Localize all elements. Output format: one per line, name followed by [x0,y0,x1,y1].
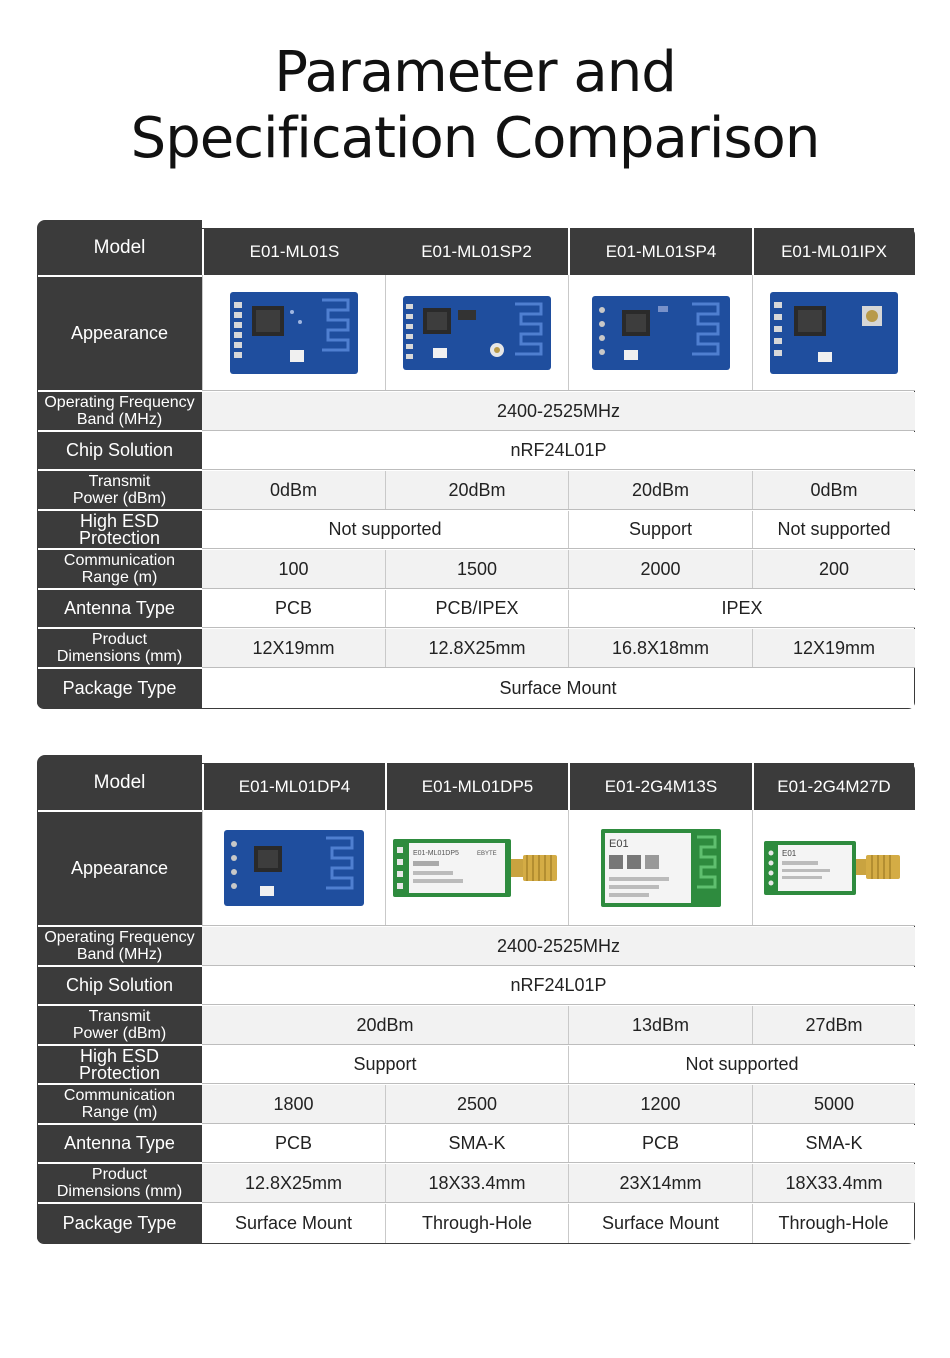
title-line-2: Specification Comparison [130,106,820,171]
cell-dimensions: 12.8X25mm [385,629,568,667]
cell-power: 0dBm [202,471,385,509]
cell-power: 20dBm [568,471,752,509]
cell-esd: Not supported [568,1046,915,1083]
label-appearance: Appearance [37,277,202,390]
model-header: E01-ML01IPX [752,228,914,275]
label-dimensions: Product Dimensions (mm) [37,629,202,667]
cell-antenna: PCB [568,1125,752,1162]
blue-pcb-module-dp4-image [224,830,364,906]
model-header: E01-ML01DP4 [204,763,385,810]
label-chip: Chip Solution [37,967,202,1004]
row-divider [202,1162,915,1163]
cell-dimensions: 18X33.4mm [385,1164,568,1202]
model-header: E01-ML01SP4 [568,228,752,275]
module-label-text: E01 [782,848,797,858]
cell-power: 13dBm [568,1006,752,1044]
label-power: Transmit Power (dBm) [37,1006,202,1044]
green-module-shielded-image [601,829,721,907]
cell-esd: Support [568,511,752,548]
cell-antenna: PCB/IPEX [385,590,568,627]
label-appearance: Appearance [37,812,202,925]
label-dimensions: Product Dimensions (mm) [37,1164,202,1202]
cell-power: 20dBm [385,471,568,509]
cell-antenna: IPEX [568,590,915,627]
row-divider [202,965,915,966]
row-divider [202,509,915,510]
row-divider [202,1004,915,1005]
row-divider [202,1123,915,1124]
cell-power: 0dBm [752,471,915,509]
cell-range: 200 [752,550,915,588]
row-divider [202,588,915,589]
label-model: Model [37,220,202,275]
row-divider [202,1202,915,1203]
cell-package: Surface Mount [202,669,914,708]
model-header: E01-ML01SP2 [385,228,568,275]
label-frequency: Operating Frequency Band (MHz) [37,927,202,965]
label-power: Transmit Power (dBm) [37,471,202,509]
label-package: Package Type [37,1204,202,1243]
cell-dimensions: 23X14mm [568,1164,752,1202]
cell-range: 2500 [385,1085,568,1123]
cell-dimensions: 12X19mm [202,629,385,667]
label-antenna: Antenna Type [37,590,202,627]
label-antenna: Antenna Type [37,1125,202,1162]
title-line-1: Parameter and [274,40,676,105]
module-image-cell [752,810,915,925]
cell-chip: nRF24L01P [202,432,915,469]
cell-package: Surface Mount [568,1204,752,1243]
cell-antenna: SMA-K [385,1125,568,1162]
module-image-cell [385,810,568,925]
page-title [0,40,950,172]
cell-dimensions: 18X33.4mm [752,1164,915,1202]
cell-antenna: PCB [202,590,385,627]
module-image-cell [752,275,915,390]
row-divider [202,548,915,549]
brand-text: EBYTE [477,850,497,857]
cell-range: 100 [202,550,385,588]
cell-range: 1500 [385,550,568,588]
module-image-cell [568,275,752,390]
cell-chip: nRF24L01P [202,967,915,1004]
row-divider [202,1083,915,1084]
row-divider [202,430,915,431]
cell-power: 27dBm [752,1006,915,1044]
module-label-text: E01 [608,837,629,850]
module-image-cell [385,275,568,390]
label-range: Communication Range (m) [37,1085,202,1123]
label-range: Communication Range (m) [37,550,202,588]
cell-frequency: 2400-2525MHz [202,392,915,430]
blue-pcb-module-wide-image [592,296,730,370]
label-esd: High ESD Protection [37,511,202,548]
row-divider [202,390,915,391]
row-divider [202,469,915,470]
row-divider [202,1044,915,1045]
cell-dimensions: 12.8X25mm [202,1164,385,1202]
module-image-cell [568,810,752,925]
green-module-sma-image [393,835,561,901]
blue-pcb-module-image [230,292,358,374]
blue-pcb-module-ipex-image [770,292,898,374]
model-header: E01-2G4M27D [752,763,914,810]
cell-antenna: PCB [202,1125,385,1162]
row-divider [202,627,915,628]
row-divider [202,667,915,668]
cell-package: Through-Hole [752,1204,914,1243]
row-divider [202,925,915,926]
cell-frequency: 2400-2525MHz [202,927,915,965]
cell-esd: Support [202,1046,568,1083]
model-header: E01-ML01DP5 [385,763,568,810]
cell-dimensions: 12X19mm [752,629,915,667]
cell-package: Surface Mount [202,1204,385,1243]
cell-range: 1800 [202,1085,385,1123]
module-image-cell [202,810,385,925]
cell-range: 2000 [568,550,752,588]
label-chip: Chip Solution [37,432,202,469]
cell-package: Through-Hole [385,1204,568,1243]
cell-antenna: SMA-K [752,1125,915,1162]
cell-range: 5000 [752,1085,915,1123]
cell-dimensions: 16.8X18mm [568,629,752,667]
cell-power: 20dBm [202,1006,568,1044]
module-image-cell [202,275,385,390]
label-model: Model [37,755,202,810]
cell-esd: Not supported [202,511,568,548]
green-module-sma-small-image [764,839,904,897]
cell-esd: Not supported [752,511,915,548]
label-frequency: Operating Frequency Band (MHz) [37,392,202,430]
model-header: E01-2G4M13S [568,763,752,810]
module-label-text: E01-ML01DP5 [413,849,459,857]
blue-pcb-module-long-image [403,296,551,370]
model-header: E01-ML01S [204,228,385,275]
label-package: Package Type [37,669,202,708]
cell-range: 1200 [568,1085,752,1123]
label-esd: High ESD Protection [37,1046,202,1083]
